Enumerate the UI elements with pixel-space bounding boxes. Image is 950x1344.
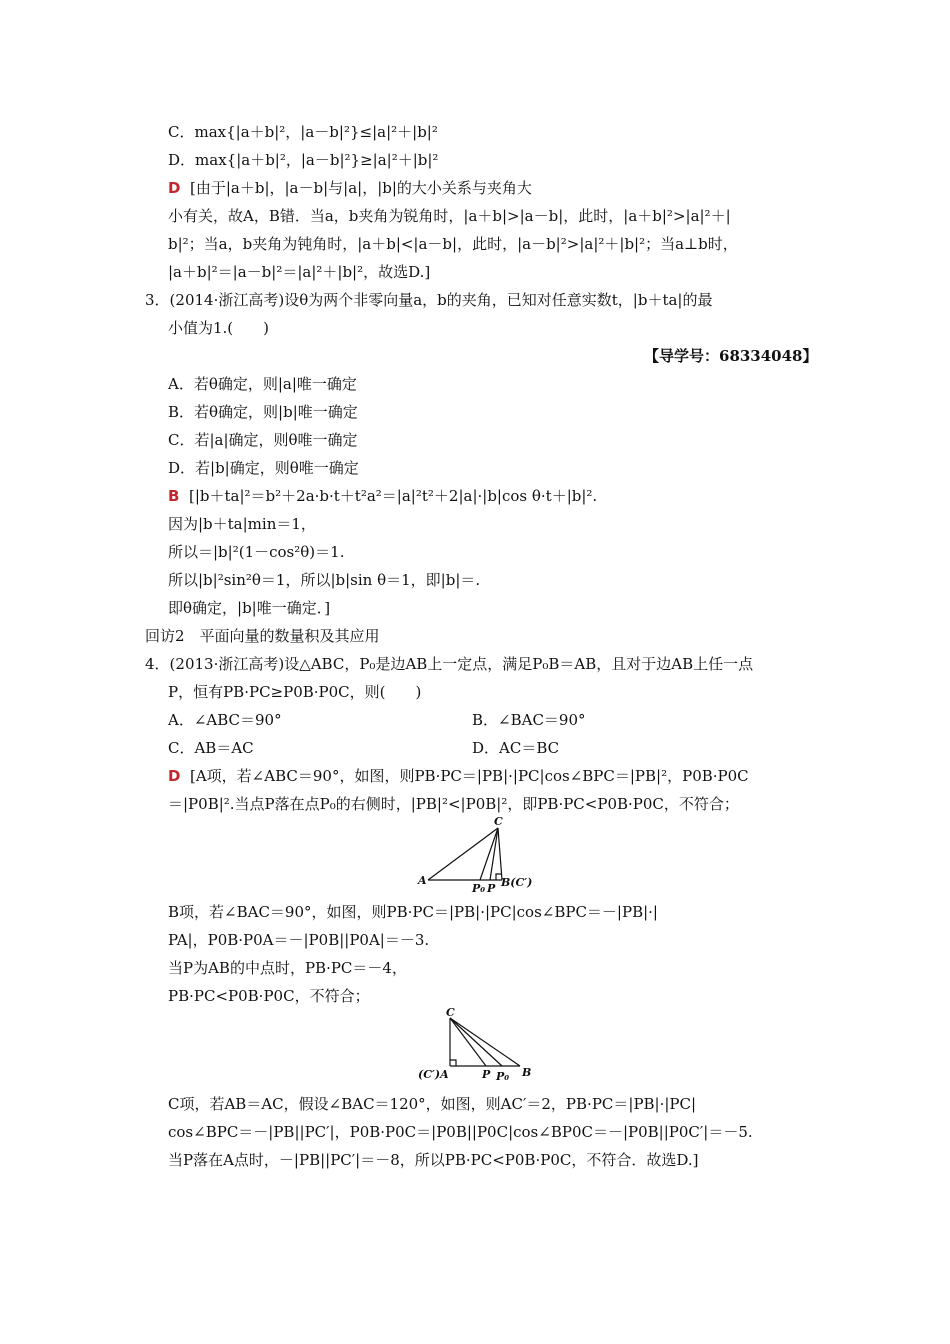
label-p: P [482,1068,491,1081]
label-b: B(C′) [501,876,533,889]
solution-line: |a＋b|²＝|a－b|²＝|a|²＋|b|²，故选D.] [168,263,431,281]
solution-line: 当P为AB的中点时，PB·PC＝－4， [168,959,407,977]
solution-line: C项，若AB＝AC，假设∠BAC＝120°，如图，则AC′＝2，PB·PC＝|PB|·|PC| [168,1095,697,1113]
label-b: B [522,1066,532,1079]
solution-line: ＝|P0B|².当点P落在点P₀的右侧时，|PB|²<|P0B|²，即PB·PC<P0B·P0C，不符合； [168,795,739,813]
solution-line: PA|，P0B·P0A＝－|P0B||P0A|＝－3. [168,931,430,949]
solution-line: 所以|b|²sin²θ＝1，所以|b|sin θ＝1，即|b|＝. [168,571,481,589]
triangle-figure-2 [416,1008,556,1086]
label-c: C [494,815,503,828]
triangle-figure-1 [410,812,550,894]
option-c: C．AB＝AC [168,739,254,757]
option-a: A．∠ABC＝90° [168,711,282,729]
solution-line: 即θ确定，|b|唯一确定．] [168,599,331,617]
option-c: C．若|a|确定，则θ唯一确定 [168,431,358,449]
answer-label: D [168,767,181,785]
section-heading: 回访2 平面向量的数量积及其应用 [145,627,380,645]
option-b: B．若θ确定，则|b|唯一确定 [168,403,358,421]
solution-line: 因为|b＋ta|min＝1， [168,515,316,533]
option-b: B．∠BAC＝90° [472,711,586,729]
option-a: A．若θ确定，则|a|唯一确定 [168,375,357,393]
solution-line: b|²；当a，b夹角为钝角时，|a＋b|<|a－b|，此时，|a－b|²>|a|²＋|b|²；当a⊥b时， [168,235,738,253]
solution-line: 所以＝|b|²(1－cos²θ)＝1. [168,543,345,561]
option-c: C．max{|a＋b|²，|a－b|²}≤|a|²＋|b|² [168,123,438,141]
label-p: P [487,882,496,894]
label-p0: P₀ [496,1070,510,1083]
guide-number: 【导学号：68334048】 [644,347,818,365]
solution-line: D [由于|a＋b|，|a－b|与|a|，|b|的大小关系与夹角大 [168,179,532,197]
label-a: A [418,874,427,887]
solution-line: D [A项，若∠ABC＝90°，如图，则PB·PC＝|PB|·|PC|cos∠BPC＝|PB|²，P0B·P0C [168,767,749,785]
answer-label: D [168,179,181,197]
question-3-cont: 小值为1.( ) [168,319,270,337]
solution-line: PB·PC<P0B·P0C，不符合； [168,987,370,1005]
solution-line: 小有关，故A，B错．当a，b夹角为锐角时，|a＋b|>|a－b|，此时，|a＋b|²>|a|²＋| [168,207,731,225]
question-4: 4．(2013·浙江高考)设△ABC，P₀是边AB上一定点，满足P₀B＝AB，且对于边AB上任一点 [145,655,754,673]
solution-line: B [|b＋ta|²＝b²＋2a·b·t＋t²a²＝|a|²t²＋2|a|·|b|cos θ·t＋|b|². [168,487,598,505]
solution-line: cos∠BPC＝－|PB||PC′|，P0B·P0C＝|P0B||P0C|cos∠BP0C＝－|P0B||P0C′|＝－5. [168,1123,753,1141]
answer-label: B [168,487,180,505]
solution-line: 当P落在A点时，－|PB||PC′|＝－8，所以PB·PC<P0B·P0C，不符合．故选D.] [168,1151,699,1169]
label-c: C [446,1008,455,1019]
option-d: D．AC＝BC [472,739,560,757]
question-4-cont: P，恒有PB·PC≥P0B·P0C，则( ) [168,683,422,701]
question-3: 3．(2014·浙江高考)设θ为两个非零向量a，b的夹角，已知对任意实数t，|b＋ta|的最 [145,291,713,309]
label-a: (C′)A [418,1068,449,1081]
option-d: D．max{|a＋b|²，|a－b|²}≥|a|²＋|b|² [168,151,439,169]
solution-line: B项，若∠BAC＝90°，如图，则PB·PC＝|PB|·|PC|cos∠BPC＝－|PB|·| [168,903,658,921]
option-d: D．若|b|确定，则θ唯一确定 [168,459,359,477]
label-p0: P₀ [472,882,486,894]
